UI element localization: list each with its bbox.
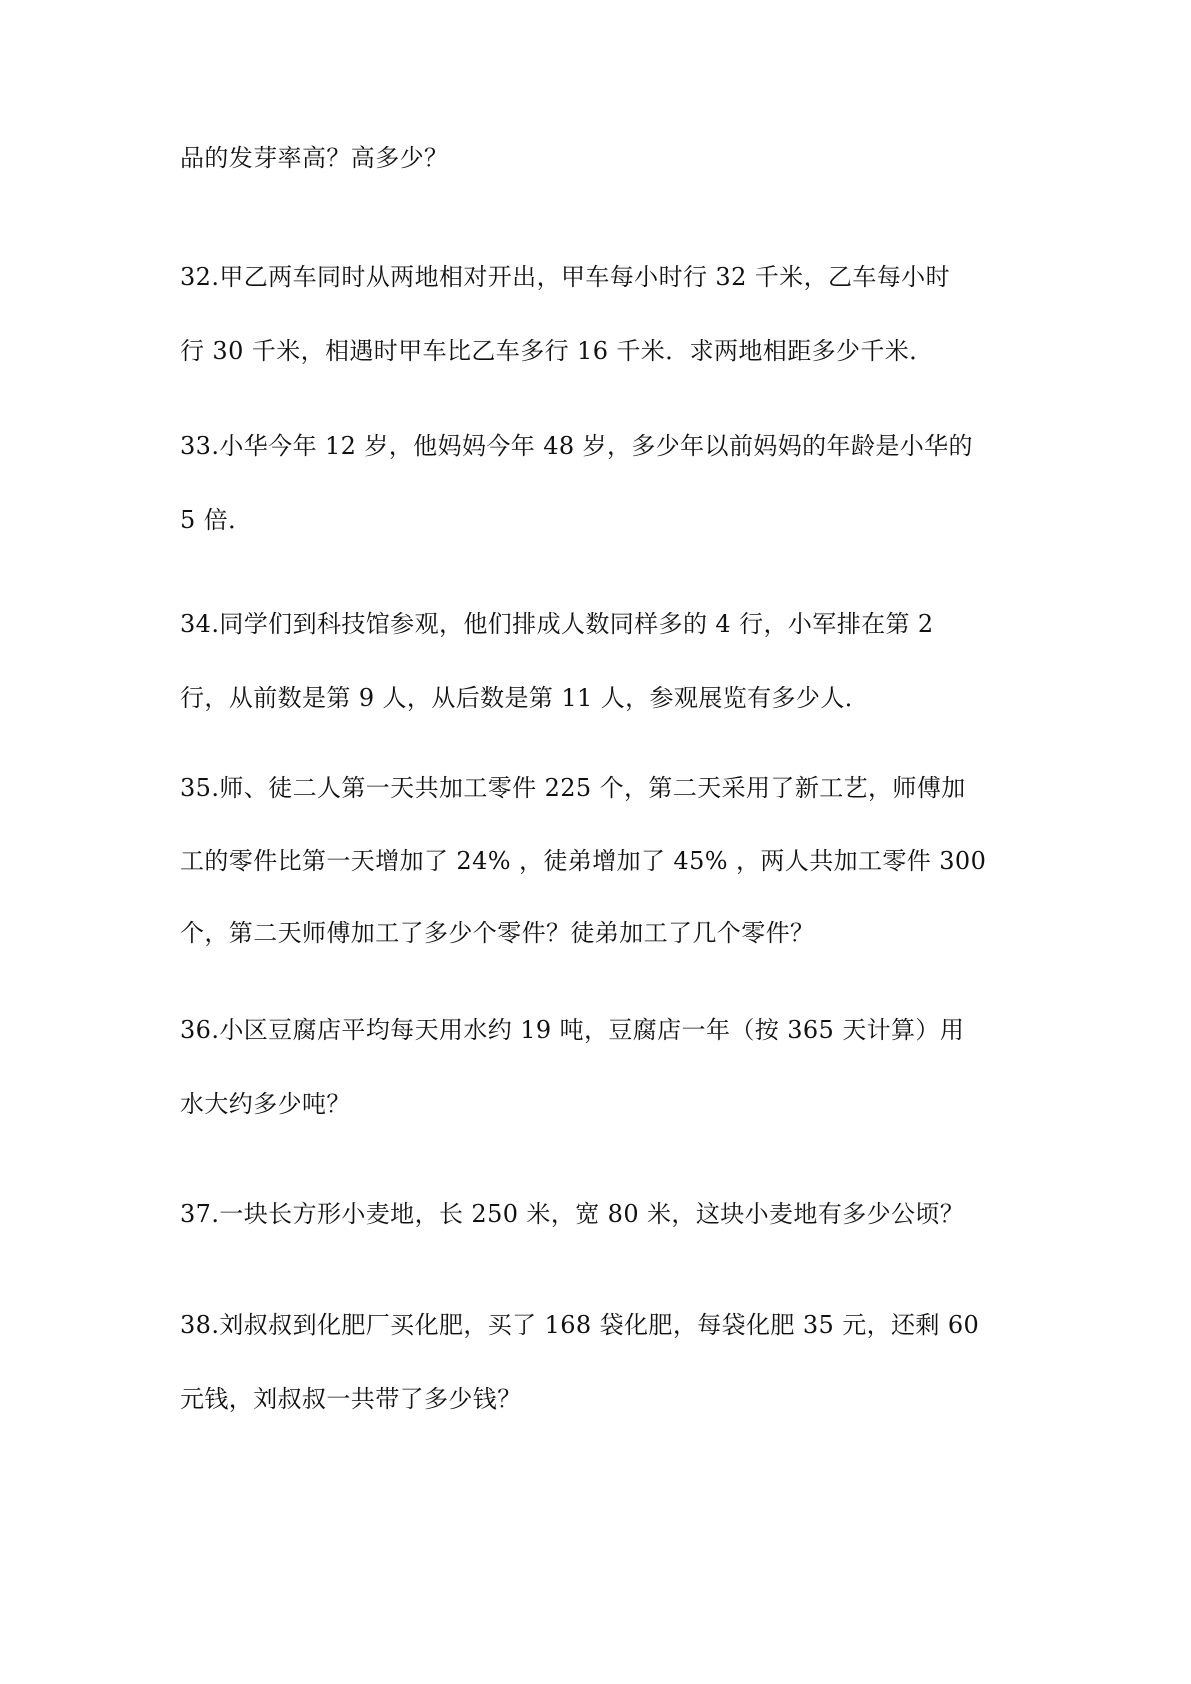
problem-33-line-2: 5 倍． xyxy=(180,506,253,534)
problem-36-line-2: 水大约多少吨？ xyxy=(180,1090,351,1118)
problem-32-line-2: 行 30 千米，相遇时甲车比乙车多行 16 千米．求两地相距多少千米． xyxy=(180,337,934,365)
problem-35-line-1: 35.师、徒二人第一天共加工零件 225 个，第二天采用了新工艺，师傅加 xyxy=(180,774,966,802)
problem-34-line-2: 行，从前数是第 9 人，从后数是第 11 人，参观展览有多少人． xyxy=(180,684,870,712)
problem-37-line-1: 37.一块长方形小麦地，长 250 米，宽 80 米，这块小麦地有多少公顷？ xyxy=(180,1200,965,1228)
problem-36-line-1: 36.小区豆腐店平均每天用水约 19 吨，豆腐店一年（按 365 天计算）用 xyxy=(180,1016,965,1044)
problem-35-line-3: 个，第二天师傅加工了多少个零件？徒弟加工了几个零件？ xyxy=(180,919,815,947)
problem-38-line-1: 38.刘叔叔到化肥厂买化肥，买了 168 袋化肥，每袋化肥 35 元，还剩 60 xyxy=(180,1311,980,1339)
problem-32-line-1: 32.甲乙两车同时从两地相对开出，甲车每小时行 32 千米，乙车每小时 xyxy=(180,263,950,291)
problem-33-line-1: 33.小华今年 12 岁，他妈妈今年 48 岁，多少年以前妈妈的年龄是小华的 xyxy=(180,432,973,460)
problem-31-line-1: 品的发芽率高？高多少？ xyxy=(180,144,449,172)
problem-34-line-1: 34.同学们到科技馆参观，他们排成人数同样多的 4 行，小军排在第 2 xyxy=(180,610,934,638)
problem-38-line-2: 元钱，刘叔叔一共带了多少钱？ xyxy=(180,1385,522,1413)
problem-35-line-2: 工的零件比第一天增加了 24% ，徒弟增加了 45% ，两人共加工零件 300 xyxy=(180,847,987,875)
